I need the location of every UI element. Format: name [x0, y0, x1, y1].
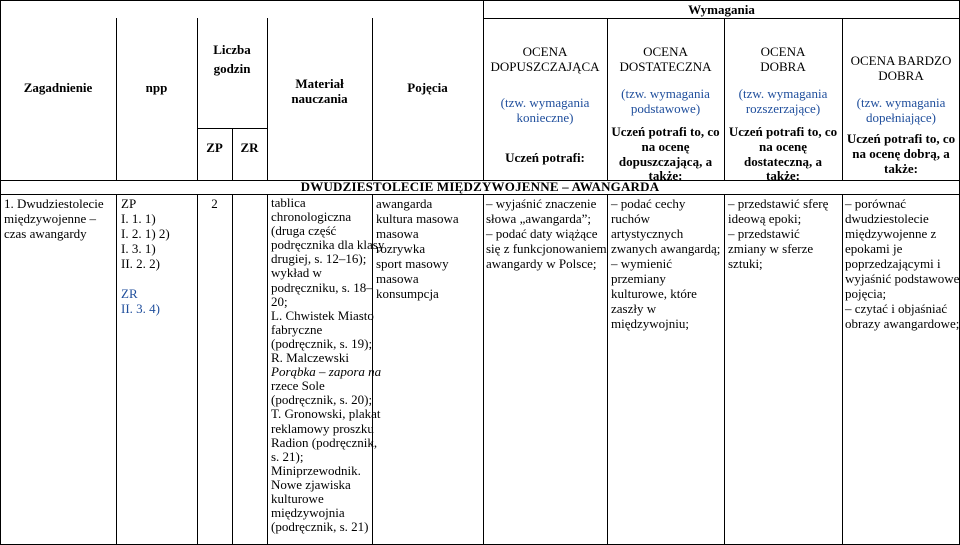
ocena-db-8: także: — [766, 168, 800, 183]
ocena-db-1: OCENA — [760, 44, 806, 59]
ocena-db-5: Uczeń potrafi to, co — [728, 124, 838, 139]
material-header-1: Materiał — [295, 76, 344, 91]
section-title: DWUDZIESTOLECIE MIĘDZYWOJENNE – AWANGARDA — [300, 179, 660, 194]
npp-header: npp — [145, 80, 168, 95]
godziny-zp-cell: 2 — [211, 196, 218, 211]
zagadnienie-header: Zagadnienie — [23, 80, 93, 95]
ocena-db-3: (tzw. wymagania — [738, 86, 828, 101]
ocena-dost-8: także: — [648, 168, 683, 183]
material-header-2: nauczania — [291, 91, 348, 106]
npp-cell: ZP I. 1. 1) I. 2. 1) 2) I. 3. 1) II. 2. 2) ZR II. 3. 4) — [121, 196, 170, 316]
pojecia-cell: awangarda kultura masowa masowa rozrywka sport masowy masowa konsumpcja — [376, 196, 459, 301]
ocena-bdb-5: Uczeń potrafi to, co — [846, 131, 956, 146]
liczba-label: Liczba — [213, 42, 251, 57]
dop-cell: – wyjaśnić znaczenie słowa „awangarda”; – podać daty wiążące się z funkcjonowaniem awangardy w Polsce; — [486, 196, 607, 271]
ocena-dost-5: Uczeń potrafi to, co — [611, 124, 720, 139]
zagadnienie-cell: 1. Dwudziestolecie międzywojenne – czas awangardy — [4, 196, 104, 241]
ocena-dost-4: podstawowe) — [630, 101, 701, 116]
ocena-bdb-2: DOBRA — [878, 68, 924, 83]
zr-header: ZR — [240, 140, 259, 155]
ocena-dop-5: Uczeń potrafi: — [505, 150, 585, 165]
ocena-bdb-7: także: — [884, 161, 918, 176]
ocena-bdb-3: (tzw. wymagania — [856, 95, 946, 110]
ocena-bdb-4: dopełniające) — [865, 110, 936, 125]
ocena-bdb-1: OCENA BARDZO — [850, 53, 952, 68]
ocena-bdb-6: na ocenę dobrą, a — [852, 146, 950, 161]
ocena-dost-3: (tzw. wymagania — [621, 86, 710, 101]
db-cell: – przedstawić sferę ideową epoki; – przedstawić zmiany w sferze sztuki; — [728, 196, 829, 271]
godzin-label: godzin — [213, 61, 251, 76]
ocena-dop-3: (tzw. wymagania — [500, 95, 590, 110]
dost-cell: – podać cechy ruchów artystycznych zwanych awangardą; – wymienić przemiany kulturowe, które zaszły w międzywojniu; — [611, 196, 721, 331]
ocena-dop-2: DOPUSZCZAJĄCA — [490, 59, 600, 74]
ocena-dost-6: na ocenę — [641, 139, 690, 154]
ocena-db-6: na ocenę — [758, 139, 808, 154]
ocena-db-7: dostateczną, a — [744, 154, 822, 169]
wymagania-header: Wymagania — [688, 2, 755, 17]
ocena-dost-7: dopuszczającą, a — [618, 154, 713, 169]
ocena-db-2: DOBRA — [760, 59, 806, 74]
ocena-dost-2: DOSTATECZNA — [619, 59, 712, 74]
ocena-dost-1: OCENA — [643, 44, 688, 59]
ocena-dop-1: OCENA — [522, 44, 568, 59]
zp-header: ZP — [206, 140, 223, 155]
bdb-cell: – porównać dwudziestolecie międzywojenne z epokami je poprzedzającymi i wyjaśnić podstawowe pojęcia; – czytać i objaśniać obrazy awangardowe; — [845, 196, 960, 331]
ocena-dop-4: konieczne) — [516, 110, 574, 125]
material-cell: tablica chronologiczna (druga część podręcznika dla klasy drugiej, s. 12–16); wykład w podręczniku, s. 18– 20; L. Chwistek Miasto fabryczne (podręcznik, s. 19); R. Malczewski Porąbka – zapora na rzece Sole (podręcznik, s. 20); T. Gronowski, plakat reklamowy proszku Radion (podręcznik, s. 21); Miniprzewodnik. Nowe zjawiska kulturowe międzywojnia (podręcznik, s. 21) — [271, 195, 385, 535]
ocena-db-4: rozszerzające) — [745, 101, 821, 116]
pojecia-header: Pojęcia — [407, 80, 448, 95]
